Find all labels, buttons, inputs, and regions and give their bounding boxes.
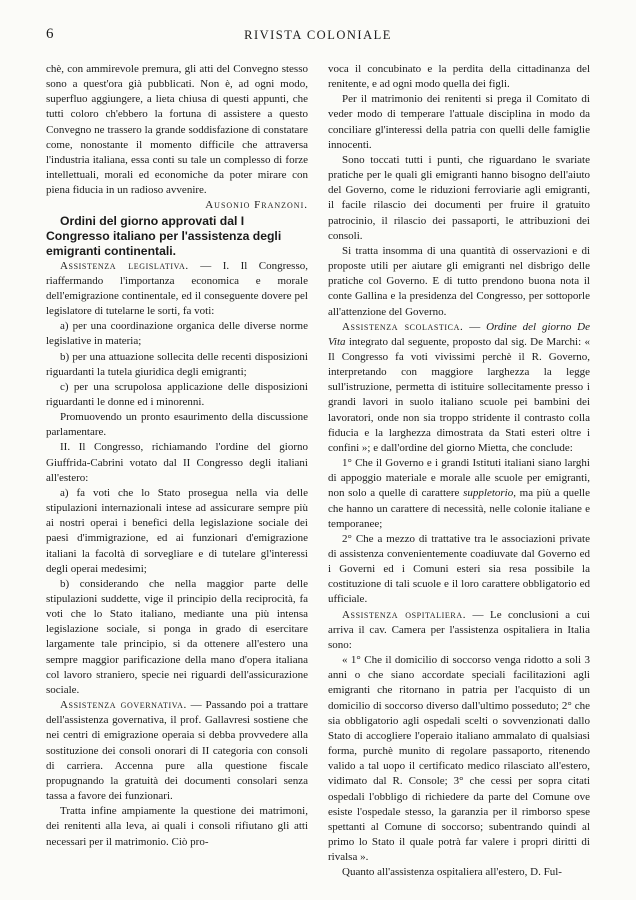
right-column [328,62,590,880]
paragraph-scolastica: Assistenza scolastica. — Ordine del giorno De Vita integrato dal seguente, proposto dal sig. De Marchi: « Il Congresso fa voti vivissimi perchè il R. Governo, interpretando con maggiore larghezza la legge sull'istruzione, permetta di istituire sollecitamente presso i grandi lavori in suolo italiano scuole pei bambini dei lavoratori, onde non sia troppo stridente il contrasto colla fiducia e la larghezza dimostrata da Stati esteri oltre i confini »; e dall'ordine del giorno Mietta, che conclude: [328,320,591,454]
label-ospitaliera: Assistenza ospitaliera. [342,608,467,621]
paragraph-point-2: 2° Che a mezzo di trattative tra le associazioni private di assistenza convenientemente coadiuvate dal Governo ed i Governi ed i Comuni esteri sia resa possibile la costituzione di tali scuole e il loro carattere obbligatorio ed ufficiale. [328,532,590,606]
paragraph-last: Quanto all'assistenza ospitaliera all'estero, D. Ful- [342,866,562,879]
label-legislativa: Assistenza legislativa. [60,259,189,272]
paragraph-intro: chè, con ammirevole premura, gli atti del Convegno stesso sono a quest'ora già pubblicati. Non è, ad ogni modo, superfluo aggiungere, a lieta chiusa di questi appunti, che tutti coloro ch'ebbero la fortuna di assistere a questo Convegno ne trassero la grande soddisfazione di constatare come, nonostante il momento difficile che attraversa l'industria italiana, essa conti su tale un complesso di forze intellettuali, morali ed economiche da poter mirare con piena fiducia in un radioso avvenire. [46,63,308,197]
paragraph-ii: II. Il Congresso, richiamando l'ordine del giorno Giuffrida-Cabrini votato dal II Congresso degli italiani all'estero: [46,441,308,484]
paragraph-matrimonio: Per il matrimonio dei renitenti si prega il Comitato di veder modo di temperare l'attuale disciplina in modo da conciliare gl'interessi della patria con quelli delle famiglie innocenti. [328,93,590,151]
text-scolastica: integrato dal seguente, proposto dal sig. De Marchi: « Il Congresso fa voti vivissimi perchè il R. Governo, interpretando con maggiore larghezza la legge sull'istruzione, permetta di istituire sollecitamente presso i grandi lavori in suolo italiano scuole pei bambini dei lavoratori, onde non sia troppo stridente il contrasto colla fiducia e la larghezza dimostrata da Stati esteri oltre i confini »; e dall'ordine del giorno Mietta, che conclude: [328,335,590,454]
paragraph-legislativa [46,259,308,320]
paragraph-conclusioni: « 1° Che il domicilio di soccorso venga ridotto a soli 3 anni o che siano accordate speciali facilitazioni agli emigranti che ritornano in patria per l'acquisto di un domicilio di soccorso diverso dall'ultimo posseduto; 2° che sia obbligatorio agli ospedali scelti o sovvenzionati dallo Stato di accogliere l'operaio italiano ammalato di qualsiasi forma, purchè munito di regolare passaporto, ritenendo valido a tal uopo il certificato medico rilasciato all'estero, vidimato dal R. Console; 3° che cessi per sopra citati ospedali l'obbligo di richiedere da parte del Comune ove esiste l'ospedale stesso, la garanzia per il rimborso spese spettanti al Comune di soccorso; subentrando quindi al primo lo Stato il quale potrà far valere i propri diritti di rivalsa ». [328,654,590,864]
paragraph-osservazioni: Si tratta insomma di una quantità di osservazioni e di proposte utili per aiutare gli emigranti nel disbrigo delle pratiche col Governo. E di tutto prendono buona nota il conte Gallina e la presidenza del Congresso, per sottoporle all'attenzione del Governo. [328,244,590,318]
paragraph-governativa [46,698,308,804]
italic-suppletorio: suppletorio [463,487,514,500]
page-header [46,26,590,46]
paragraph-continued: voca il concubinato e la perdita della cittadinanza del renitente, e ad ogni modo quella dei figli. [328,63,590,91]
item-c: c) per una scrupolosa applicazione delle disposizioni riguardanti le donne ed i minorenni. [46,380,308,408]
page-number: 6 [46,26,54,42]
paragraph-point-1: 1° Che il Governo e i grandi Istituti italiani siano larghi di appoggio materiale e morale alle scuole per emigranti, non solo a quelle di carattere suppletorio, ma più a quelle che hanno un carattere di necessità, nelle colonie italiane e temporanee; [328,457,590,530]
item-ii-b: b) considerando che nella maggior parte delle stipulazioni suddette, vige il principio della reciprocità, fa voti che lo Stato italiano, mediante una più intensa legislazione sociale, si ponga in grado di esercitare largamente tale principio, si da ottenere all'estero una sempre maggior parificazione della mano d'opera italiana col lavoro straniero, specie nei riguardi dell'assicurazione sociale. [46,577,308,696]
label-governativa: Assistenza governativa. [60,699,187,712]
section-heading: Ordini del giorno approvati dal I Congresso italiano per l'assistenza degli emigranti continentali. [46,213,282,258]
label-scolastica: Assistenza scolastica. [342,320,464,333]
author-signature: Ausonio Franzoni. [205,199,308,212]
paragraph-punti: Sono toccati tutti i punti, che riguardano le svariate pratiche per le quali gli emigranti hanno bisogno dell'aiuto del Governo, come le riduzioni ferroviarie agli emigranti, il facile rilascio dei documenti per fruire il gratuito patrocinio, il rilascio dei passaporti, le attribuzioni dei consoli. [328,153,590,242]
text-governativa: — Passando poi a trattare dell'assistenza governativa, il prof. Gallavresi sostiene che nei centri di emigrazione operaia si debba provvedere alla sostituzione dei consoli onorari di II categoria con consoli di carriera. Accenna pure alla questione fiscale propugnando la gratuità dei documenti consolari senza tassa a favore dei funzionari. [46,699,308,803]
paragraph-promuovendo: Promuovendo un pronto esaurimento della discussione parlamentare. [46,411,308,439]
paragraph-ospitaliera [328,608,590,653]
item-b: b) per una attuazione sollecita delle recenti disposizioni riguardanti la tutela giuridica degli emigranti; [46,350,308,378]
paragraph-tratta: Tratta infine ampiamente la questione dei matrimoni, dei renitenti alla leva, ai quali i consoli rifiutano gli atti necessari per il matrimonio. Ciò pro- [46,805,308,848]
item-a: a) per una coordinazione organica delle diverse norme legislative in materia; [46,320,308,348]
italic-ordine-de-vita: Ordine del giorno De Vita [328,320,591,348]
item-ii-a: a) fa voti che lo Stato prosegua nella via delle stipulazioni internazionali intese ad assicurare sempre più ai nostri operai i benefici della legislazione sociale dei paesi d'immigrazione, ed ai funzionari d'emigrazione italiani la facoltà di sorvegliare e di tutelare gl'interessi degli operai medesimi; [46,486,308,575]
left-column [46,62,308,850]
text-legislativa: — I. Il Congresso, riaffermando l'importanza economica e morale dell'emigrazione continentale, ed il conseguente dovere pel legislatore di tutelarne le sorti, fa voti: [46,259,308,318]
running-title: RIVISTA COLONIALE [244,28,392,42]
text-ospitaliera: — Le conclusioni a cui arriva il cav. Camera per l'assistenza ospitaliera in Italia sono: [328,608,590,651]
